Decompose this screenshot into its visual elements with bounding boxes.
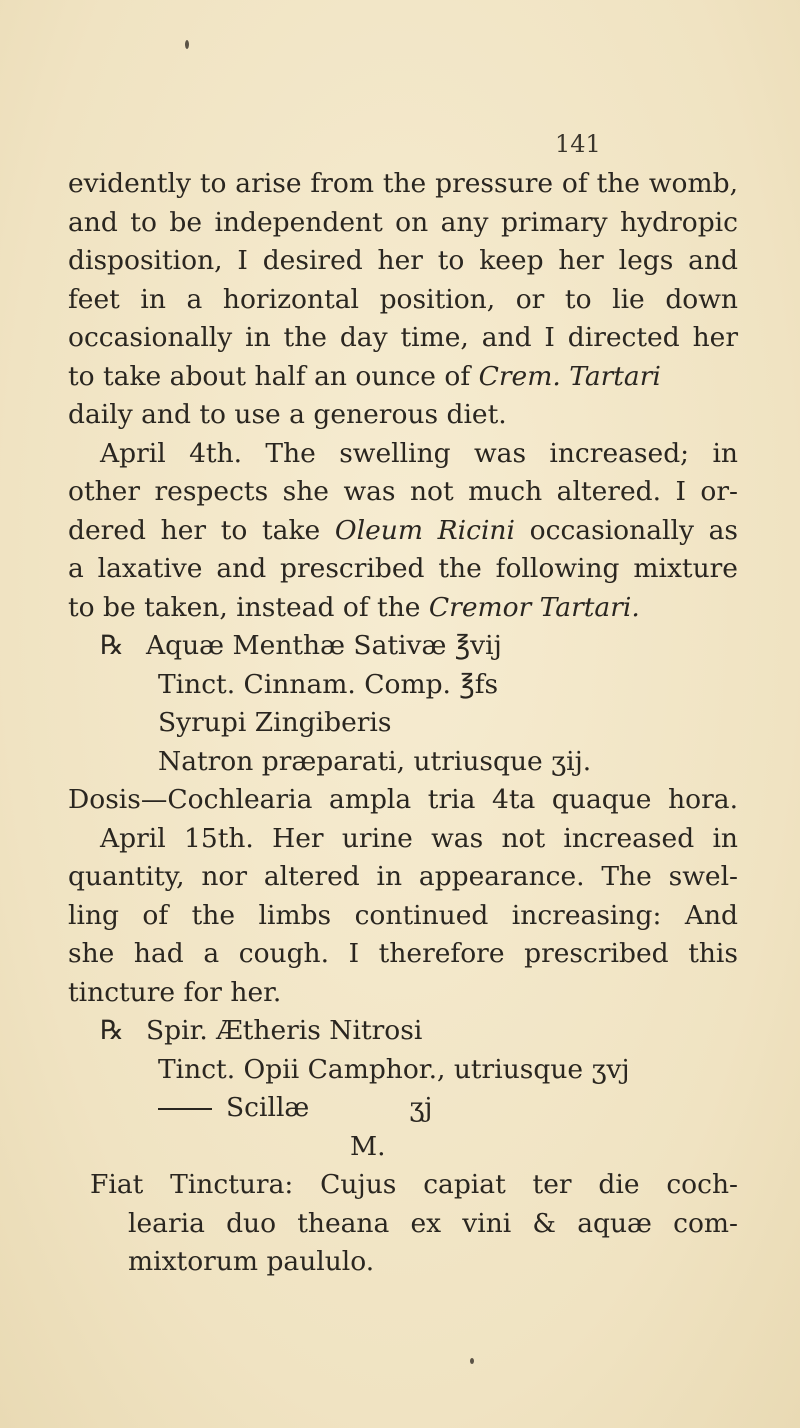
text-run: to be taken, instead of the (68, 591, 429, 623)
text-line: she had a cough. I therefore prescribed this (68, 938, 738, 969)
rx-line: Tinct. Cinnam. Comp. ℥fs (158, 668, 499, 700)
text-line: April 15th. Her urine was not increased in (100, 822, 738, 854)
text-line: disposition, I desired her to keep her legs and (68, 245, 738, 276)
text-line: other respects she was not much altered. I or- (68, 476, 738, 507)
italic-term: Crem. Tartari (478, 360, 661, 392)
text-line: mixtorum paululo. (128, 1246, 375, 1277)
rx-item: Aquæ Menthæ Sativæ ℥vij (146, 630, 502, 661)
text-line: a laxative and prescribed the following mixture (68, 553, 738, 584)
text-line: occasionally in the day time, and I directed her (68, 322, 738, 353)
rx-item: Spir. Ætheris Nitrosi (146, 1015, 423, 1046)
ditto-dash (158, 1108, 212, 1110)
text-line: daily and to use a generous diet. (68, 399, 507, 430)
text-line: and to be independent on any primary hydropic (68, 206, 738, 238)
italic-term: Oleum Ricini (334, 514, 515, 546)
paper-speck (470, 1358, 474, 1364)
rx-item: Scillæ (226, 1092, 310, 1123)
rx-symbol: ℞ (100, 1015, 124, 1046)
text-line (68, 589, 738, 628)
italic-term: Cremor Tartari. (428, 591, 640, 623)
rx-line: Natron præparati, utriusque ʒij. (158, 745, 592, 777)
text-line: Fiat Tinctura: Cujus capiat ter die coch- (90, 1169, 738, 1200)
text-line: tincture for her. (68, 976, 282, 1008)
paper-speck (185, 40, 189, 49)
rx-line (68, 1012, 738, 1051)
text-line: learia duo theana ex vini & aquæ com- (128, 1207, 738, 1239)
dosis-line: Dosis—Cochlearia ampla tria 4ta quaque hora. (68, 784, 738, 815)
rx-symbol: ℞ (100, 630, 124, 661)
text-line: ling of the limbs continued increasing: And (68, 899, 738, 931)
body-text (68, 165, 738, 1282)
text-line: evidently to arise from the pressure of the womb, (68, 168, 738, 199)
rx-dose: ʒj (409, 1092, 433, 1123)
rx-line: Syrupi Zingiberis (158, 707, 392, 738)
rx-line: Tinct. Opii Camphor., utriusque ʒvj (158, 1053, 630, 1085)
text-run: to take about half an ounce of (68, 360, 479, 392)
page-number: 141 (555, 130, 601, 158)
rx-line (68, 627, 738, 666)
rx-line (68, 1089, 738, 1128)
text-line (68, 358, 738, 397)
rx-signature: M. (350, 1130, 386, 1162)
text-run: occasionally as (514, 514, 739, 546)
text-line (68, 512, 738, 551)
text-run: dered her to take (68, 514, 335, 546)
text-line: feet in a horizontal position, or to lie down (68, 283, 738, 315)
text-line: quantity, nor altered in appearance. The swel- (68, 861, 738, 892)
text-line: April 4th. The swelling was increased; in (100, 437, 738, 469)
